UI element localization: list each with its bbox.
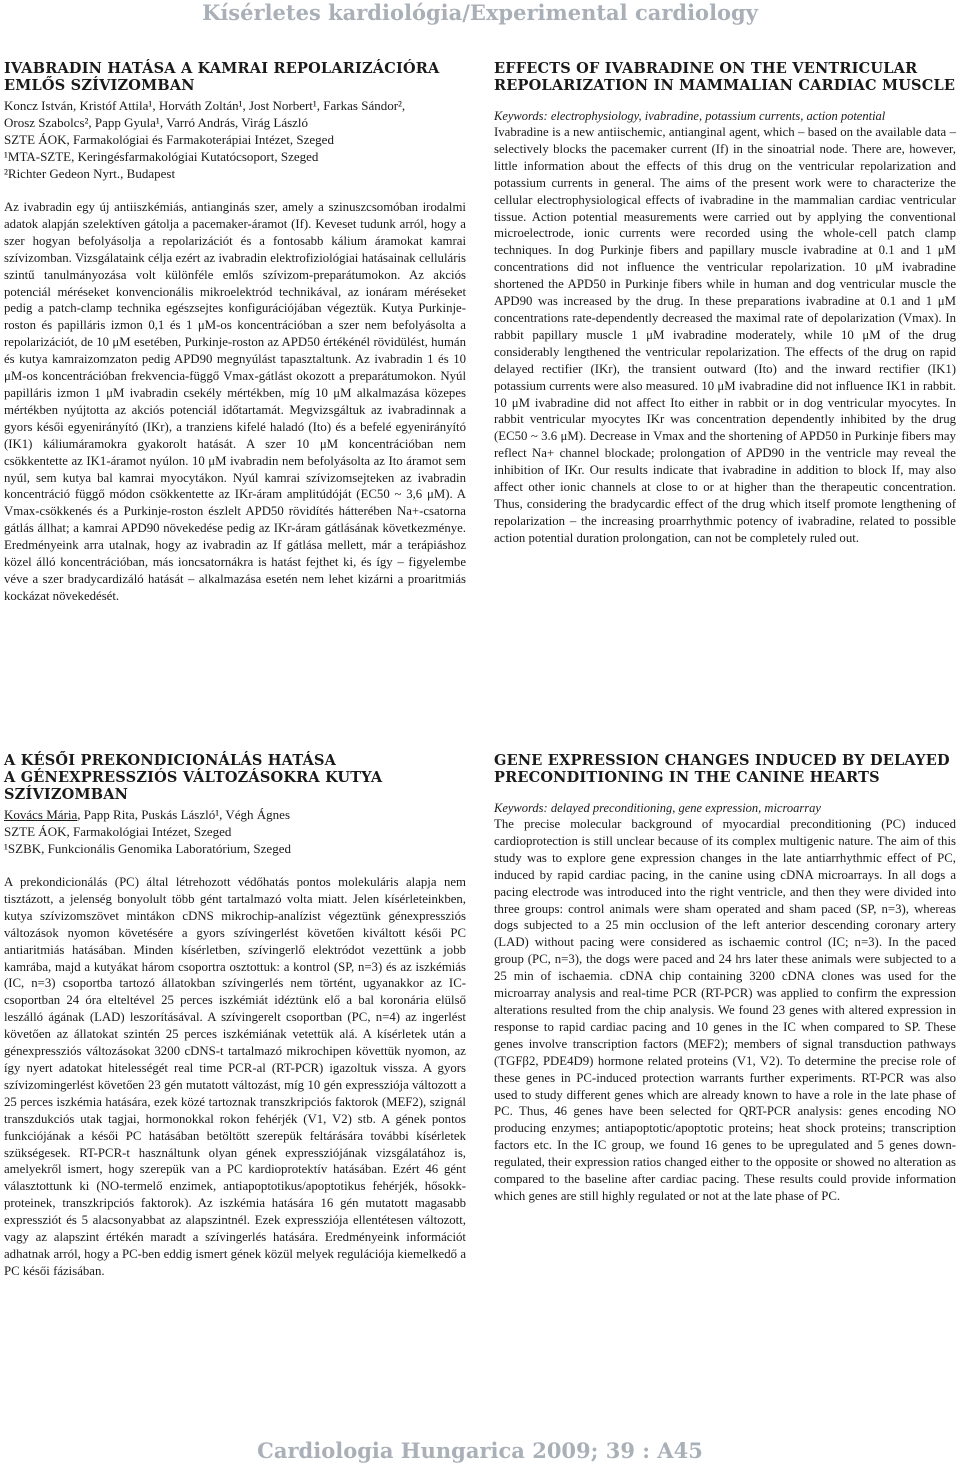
affiliations	[4, 131, 466, 182]
title-line: SZÍVIZOMBAN	[4, 786, 129, 803]
abstract-body: Az ivabradin egy új antiiszkémiás, antianginás szer, amely a szinuszcsomóban irodalmi adatok alapján szelektíven gátolja a pacemaker-áramot (If). Keveset tudunk arról, hogy a szer hogyan befolyásolja a repolarizációt és a fontosabb kálium áramokat kamrai szívizomban. Vizsgálataink célja ezért az ivabradin elektrofiziológiai hatásainak celluláris szintű tanulmányozása volt különféle emlős szívizom-preparátumokon. Az akciós potenciál méréseket konvencionális mikroelektród technikával, az ionáram méréseket pedig a patch-clamp technika egészsejtes konfigurációjában végeztük. Kutya Purkinje-roston és papilláris izmon 0,1 és 1 μM-os koncentrációban a szer nem befolyásolta a repolarizációt, de 10 μM esetében, Purkinje-roston az APD50 értékénél rövidülést, humán és kutya kamraizomzaton pedig APD90 megnyúlást tapasztaltunk. Az ivabradin 1 és 10 μM-os koncentrációban frekvencia-függő Vmax-gátlást okozott a preparátumokon. Nyúl papilláris izmon 1 μM ivabradin csekély mértékben, míg 10 μM alkalmazása közepes mértékben nyújtotta az akciós potenciál időtartamát. Megvizsgáltuk az ivabradinnak a gyors késői egyenirányító (IKr), a tranziens kifelé haladó (Ito) és a befelé egyenirányító (IK1) káliumáramokra gyakorolt hatását. A szer 10 μM koncentrációban nem csökkentette az IK1-áramot nyúlon. 10 μM ivabradin nem befolyásolta az Ito áramot sem nyúl, sem kutya bal kamrai myocytákon. Nyúl kamrai szívizomsejteken az ivabradin koncentráció függő módon csökkentette az IKr-áram amplitúdóját (EC50 ~ 3,6 μM). A Vmax-csökkenés és a Purkinje-roston észlelt APD50 rövidítés hátterében Na+-csatorna gátlás állhat; a kamrai APD90 növekedése pedig az IKr-áram gátlásának következménye. Eredményeink arra utalnak, hogy az ivabradin az If gátlása mellett, már a terápiáshoz közel álló koncentrációban, más ioncsatornákra is hatást fejthet ki, és így – figyelembe véve a szer bradycardizáló hatását – alkalmazása esetén nem lehet kizárni a proaritmiás kockázat növekedését.	[4, 200, 466, 603]
author-list	[4, 97, 466, 131]
abstract-hu-ivabradin	[4, 60, 466, 605]
authors-rest: , Papp Rita, Puskás László¹, Végh Ágnes	[77, 807, 291, 822]
title-line: A KÉSŐI PREKONDICIONÁLÁS HATÁSA	[4, 752, 337, 769]
affiliations	[4, 823, 466, 857]
affiliation-line: SZTE ÁOK, Farmakológiai és Farmakoterápiai Intézet, Szeged	[4, 132, 334, 147]
title-line: REPOLARIZATION IN MAMMALIAN CARDIAC MUSCLE	[494, 77, 956, 94]
abstract-body: A prekondicionálás (PC) által létrehozott védőhatás pontos molekuláris alapja nem tisztázott, a jelenség bonyolult több gént tartalmazó volta miatt. Jelen kísérleteinkben, kutya szívizomszövet mintákon cDNS mikrochip-analízist végeztünk génexpressziós változások nyomon követésére a gyors szívingerlést követően kiváltott késői PC antiaritmiás hatásában. Minden kísérletben, szívingerlő elektródot vezettünk a jobb kamrába, majd a kutyákat három csoportra osztottuk: a kontrol (SP, n=3) és az iszkémiás (IC, n=3) csoportba tartozó állatokban szívingerlés nem történt, ugyanakkor az IC-csoportban 24 óra elteltével 25 perces iszkémiát idéztünk elő a bal koronária elülső leszálló ágának (LAD) leszorításával. A szívingerelt csoportban (PC, n=4) az ingerlést követően az állatokat szintén 25 perces iszkémiának vetettük alá. A kísérletek után a génexpressziós változásokat 3200 cDNS-t tartalmazó mikrochipen követtük nyomon, az így nyert adatokat hitelességét real time PCR-al (RT-PCR) igazoltuk vissza. A gyors szívizomingerlést követően 23 gén mutatott változást, míg 10 gén expressziója változott a 25 perces iszkémia hatására, ezek közé tartoznak transzkripciós faktorok (MEF2), szignál transzdukciós utak tagjai, hormonokkal rokon fehérjék (V1, V2) stb. A gének pontos funkciójának a késői PC hatásában betöltött szerepük feltárására további kísérletek szükségesek. RT-PCR-t használtunk olyan gének expressziójának vizsgálatához is, amelyekről ismert, hogy szerepük van a PC kardioprotektív hatásában. Ezért 46 gént választottunk ki (NO-termelő enzimek, antiapoptotikus/apoptotikus fehérjék, hősokk-proteinek, transzkripciós faktorok). Az iszkémia hatására 16 gén mutatott magasabb expressziót és 5 alacsonyabbat az alapszintnél. Ezek expressziója ellentétesen változott, vagy az alapszint értékén maradt a szívingerlés hatására. Eredményeink információt adhatnak arról, hogy a PC-ben eddig ismert gének közül melyek regulációja kiemelkedő a PC késői fázisában.	[4, 875, 466, 1278]
running-footer: Cardiologia Hungarica 2009; 39 : A45	[257, 1438, 703, 1463]
author-list	[4, 806, 466, 823]
authors-line: Koncz István, Kristóf Attila¹, Horváth Zoltán¹, Jost Norbert¹, Farkas Sándor²,	[4, 98, 406, 113]
abstract-title	[494, 752, 956, 786]
title-line: EMLŐS SZÍVIZOMBAN	[4, 77, 195, 94]
title-line: IVABRADIN HATÁSA A KAMRAI REPOLARIZÁCIÓRA	[4, 60, 440, 77]
abstract-en-ivabradine	[494, 60, 956, 547]
affiliation-line: ¹MTA-SZTE, Keringésfarmakológiai Kutatócsoport, Szeged	[4, 149, 319, 164]
abstract-body: The precise molecular background of myocardial preconditioning (PC) induced cardioprotection is still unclear because of its complex multigenic nature. The aim of this study was to explore gene expression changes in the late antiarrhythmic effect of PC, induced by rapid cardiac pacing, in the canine using cDNA microarrays. In all dogs a pacing electrode was introduced into the right ventricle, and then they were divided into three groups: control animals were sham operated and sham paced (SP, n=3), whereas dogs subjected to a 25 min occlusion of the left anterior descending coronary artery (LAD) without pacing were considered as ischaemic control (IC; n=3). In the paced group (PC, n=3), the dogs were paced and 24 hrs later these animals were subjected to a 25 min of ischaemia. cDNA chip containing 3200 cDNA clones was used for the microarray analysis and real-time PCR (RT-PCR) was applied to confirm the expression alterations resulted from the chip analysis. We found 23 genes with altered expression in response to rapid cardiac pacing and 10 genes in the IC when compared to SP. These genes involve transcription factors (MEF2); members of signal transduction pathways (TGFβ2, PDE4D9) hormone related proteins (V1, V2). To determine the precise role of these genes in PC-induced protection warrants further experiments. RT-PCR was also used to study different genes which are already known to have a role in the late phase of PC. Thus, 46 genes have been selected for QRT-PCR analysis: genes encoding NO producing enzymes; antiapoptotic/apoptotic proteins; heat shock proteins; transcription factors etc. In the IC group, we found 16 genes to be upregulated and 5 genes down-regulated, their expression ratios changed either to the opposite or showed no alteration as compared to the baseline after cardiac pacing. These results could provide information which genes are still highly regulated or not at the late phase of PC.	[494, 817, 956, 1203]
abstract-hu-preconditioning	[4, 752, 466, 1280]
authors-line: Orosz Szabolcs², Papp Gyula¹, Varró András, Virág László	[4, 115, 309, 130]
abstract-body: Ivabradine is a new antiischemic, antianginal agent, which – based on the available data – selectively blocks the pacemaker current (If) in the sinoatrial node. There are, however, little information about the effects of this drug on the ventricular repolarization and potassium currents in general. The aims of the present work were to characterize the cellular electrophysiological effects of ivabradine in the mammalian cardiac ventricular tissue. Action potential measurements were carried out by applying the conventional microelectrode, ionic currents were recorded using the whole-cell patch clamp techniques. In dog Purkinje fibers and papillary muscle ivabradine at 0.1 and 1 μM concentrations did not influence the ventricular repolarization. 10 μM ivabradine shortened the APD50 in Purkinje fibers while in human and dog ventricular muscle the APD90 was increased by the drug. In these preparations ivabradine at 0.1 and 1 μM concentrations rate-dependently decreased the maximal rate of depolarization (Vmax). In rabbit papillary muscle 1 μM ivabradine moderately, while 10 μM of the drug considerably lengthened the ventricular repolarization. The effects of the drug on rapid delayed rectifier (IKr), the transient outward (Ito) and the inward rectifier (IK1) potassium currents were also measured. 10 μM ivabradine did not influence IK1 in rabbit. 10 μM ivabradine did not affect Ito either in rabbit or in dog ventricular myocytes. In rabbit ventricular myocytes IKr was concentration dependently inhibited by the drug (EC50 ~ 3.6 μM). Decrease in Vmax and the shortening of APD50 in Purkinje fibers may reflect Na+ channel blockade; prolongation of APD90 in the ventricle may reveal the inhibition of IKr. Our results indicate that ivabradine in addition to block If, may also affect other ionic channels at close to or at higher than the therapeutic concentration. Thus, considering the bradycardic effect of the drug which itself promote lengthening of repolarization – the increasing proarrhythmic potency of ivabradine, related to possible action potential duration prolongation, can not be completely ruled out.	[494, 125, 956, 545]
title-line: PRECONDITIONING IN THE CANINE HEARTS	[494, 769, 880, 786]
presenting-author: Kovács Mária	[4, 807, 78, 822]
abstract-title	[4, 752, 466, 803]
affiliation-line: SZTE ÁOK, Farmakológiai Intézet, Szeged	[4, 824, 232, 839]
title-line: EFFECTS OF IVABRADINE ON THE VENTRICULAR	[494, 60, 918, 77]
title-line: A GÉNEXPRESSZIÓS VÁLTOZÁSOKRA KUTYA	[4, 769, 383, 786]
running-header: Kísérletes kardiológia/Experimental cardiology	[202, 0, 758, 25]
affiliation-line: ¹SZBK, Funkcionális Genomika Laboratórium, Szeged	[4, 841, 291, 856]
keywords: Keywords: delayed preconditioning, gene expression, microarray	[494, 801, 821, 815]
abstract-title	[4, 60, 466, 94]
title-line: GENE EXPRESSION CHANGES INDUCED BY DELAYED	[494, 752, 950, 769]
abstract-en-preconditioning	[494, 752, 956, 1205]
abstract-title	[494, 60, 956, 94]
keywords: Keywords: electrophysiology, ivabradine, potassium currents, action potential	[494, 109, 886, 123]
affiliation-line: ²Richter Gedeon Nyrt., Budapest	[4, 166, 176, 181]
